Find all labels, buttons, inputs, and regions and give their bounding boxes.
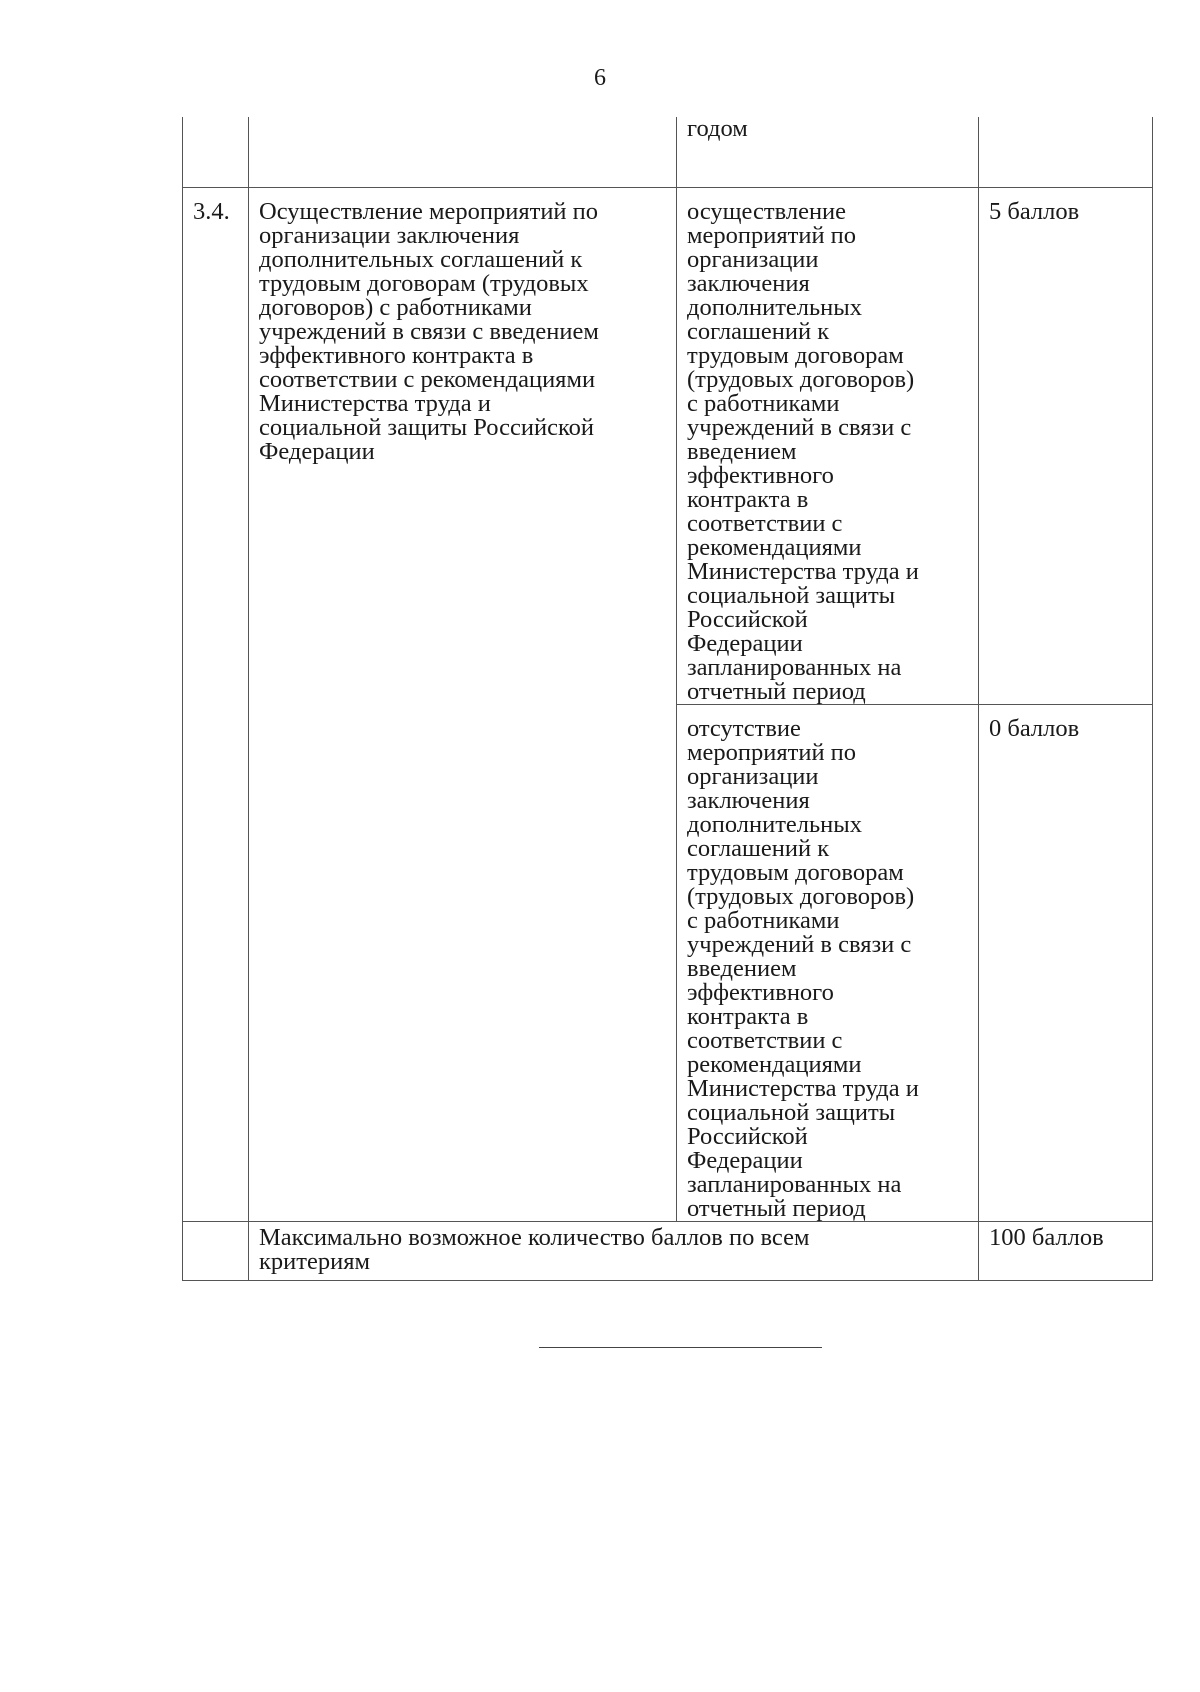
end-separator-line <box>539 1347 822 1348</box>
criterion-number: 3.4. <box>193 197 230 225</box>
condition-text: годом <box>687 115 748 142</box>
condition-text-1: осуществление мероприятий по организации заключения дополнительных соглашений к трудовым договорам (трудовых договоров) с работниками учреждений в связи с введением эффективного контракта в соответствии с рекомендациями Министерства труда и социальной защиты Российской Федерации запланированных на отчетный период <box>687 197 919 705</box>
criterion-cell-empty <box>249 117 677 187</box>
criterion-number-cell <box>183 187 249 1221</box>
points-cell-empty <box>979 117 1153 187</box>
points-text-2: 0 баллов <box>989 714 1080 742</box>
total-number-cell <box>183 1221 249 1280</box>
table-row-continuation <box>183 117 1153 187</box>
table-row-total <box>183 1221 1153 1280</box>
criteria-table <box>182 117 1153 1281</box>
criterion-name: Осуществление мероприятий по организации заключения дополнительных соглашений к трудовым договорам (трудовых договоров) с работниками учреждений в связи с введением эффективного контракта в соответствии с рекомендациями Министерства труда и социальной защиты Российской Федерации <box>259 197 599 465</box>
page-number: 6 <box>594 65 606 91</box>
points-cell-1 <box>979 187 1153 704</box>
condition-text-2: отсутствие мероприятий по организации заключения дополнительных соглашений к трудовым договорам (трудовых договоров) с работниками учреждений в связи с введением эффективного контракта в соответствии с рекомендациями Министерства труда и социальной защиты Российской Федерации запланированных на отчетный период <box>687 714 919 1222</box>
criterion-name-cell <box>249 187 677 1221</box>
points-text-1: 5 баллов <box>989 197 1080 225</box>
total-points: 100 баллов <box>989 1223 1104 1251</box>
number-cell-empty <box>183 117 249 187</box>
points-cell-2 <box>979 704 1153 1221</box>
table-row-criterion <box>183 187 1153 704</box>
total-points-cell <box>979 1221 1153 1280</box>
condition-cell-1 <box>677 187 979 704</box>
condition-cell-continuation <box>677 117 979 187</box>
condition-cell-2 <box>677 704 979 1221</box>
total-label-cell <box>249 1221 979 1280</box>
total-label: Максимально возможное количество баллов по всем критериям <box>259 1223 810 1275</box>
